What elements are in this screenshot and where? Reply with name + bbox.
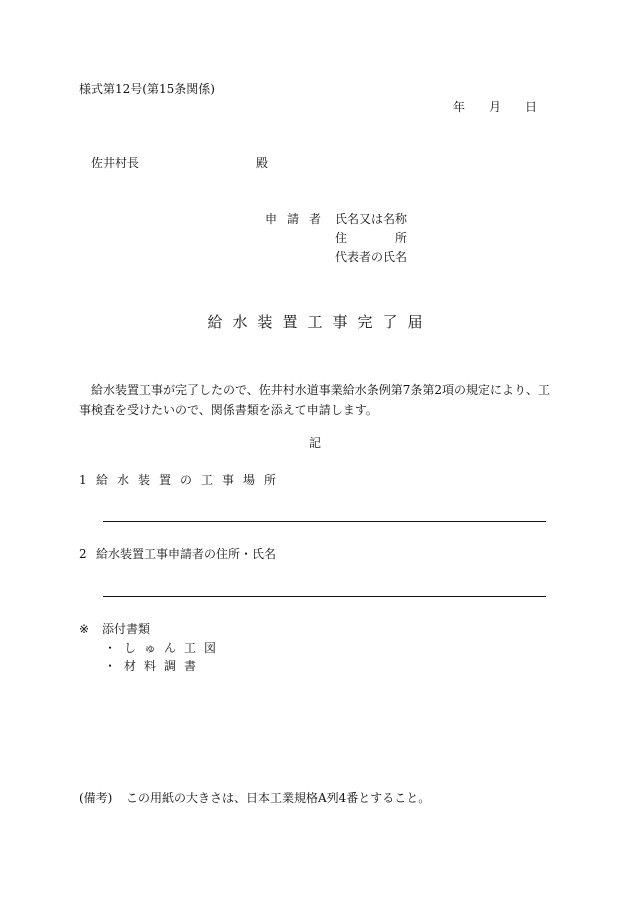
attachment-item: ・材料調書 (104, 659, 205, 673)
applicant-address-label (335, 232, 407, 244)
document-title: 給水装置工事完了届 (207, 313, 433, 331)
item-1-label: 給水装置の工事場所 (96, 473, 286, 487)
applicant-name-label: 氏名又は名称 (335, 212, 408, 226)
date-month-label: 月 (489, 100, 502, 114)
addressee-suffix: 殿 (256, 156, 269, 170)
date-year-label: 年 (453, 100, 466, 114)
remarks-label: (備考) (79, 791, 113, 805)
item-2-fill-line (103, 596, 546, 597)
item-2-number: 2 (79, 547, 87, 561)
ki-heading: 記 (308, 436, 321, 450)
body-text: 給水装置工事が完了したので、佐井村水道事業給水条例第7条第2項の規定により、工事検査を受けたいので、関係書類を添えて申請します。 (79, 383, 551, 417)
attachments-title: 添付書類 (102, 622, 151, 636)
addressee-name: 佐井村長 (91, 156, 140, 170)
remarks-text: この用紙の大きさは、日本工業規格A列4番とすること。 (126, 791, 431, 805)
item-2-label: 給水装置工事申請者の住所・氏名 (96, 547, 277, 561)
date-day-label: 日 (525, 100, 538, 114)
date-line (453, 101, 537, 113)
item-1-number: 1 (79, 473, 87, 487)
item-1-fill-line (103, 521, 546, 522)
attachments-mark: ※ (79, 622, 90, 636)
applicant-address-label-1: 住 (335, 231, 348, 245)
applicant-address-label-2: 所 (394, 231, 407, 245)
applicant-representative-label: 代表者の氏名 (335, 250, 408, 264)
attachment-item: ・しゅん工図 (104, 641, 225, 655)
form-number: 様式第12号(第15条関係) (79, 82, 215, 96)
applicant-label: 申請者 (265, 212, 332, 226)
